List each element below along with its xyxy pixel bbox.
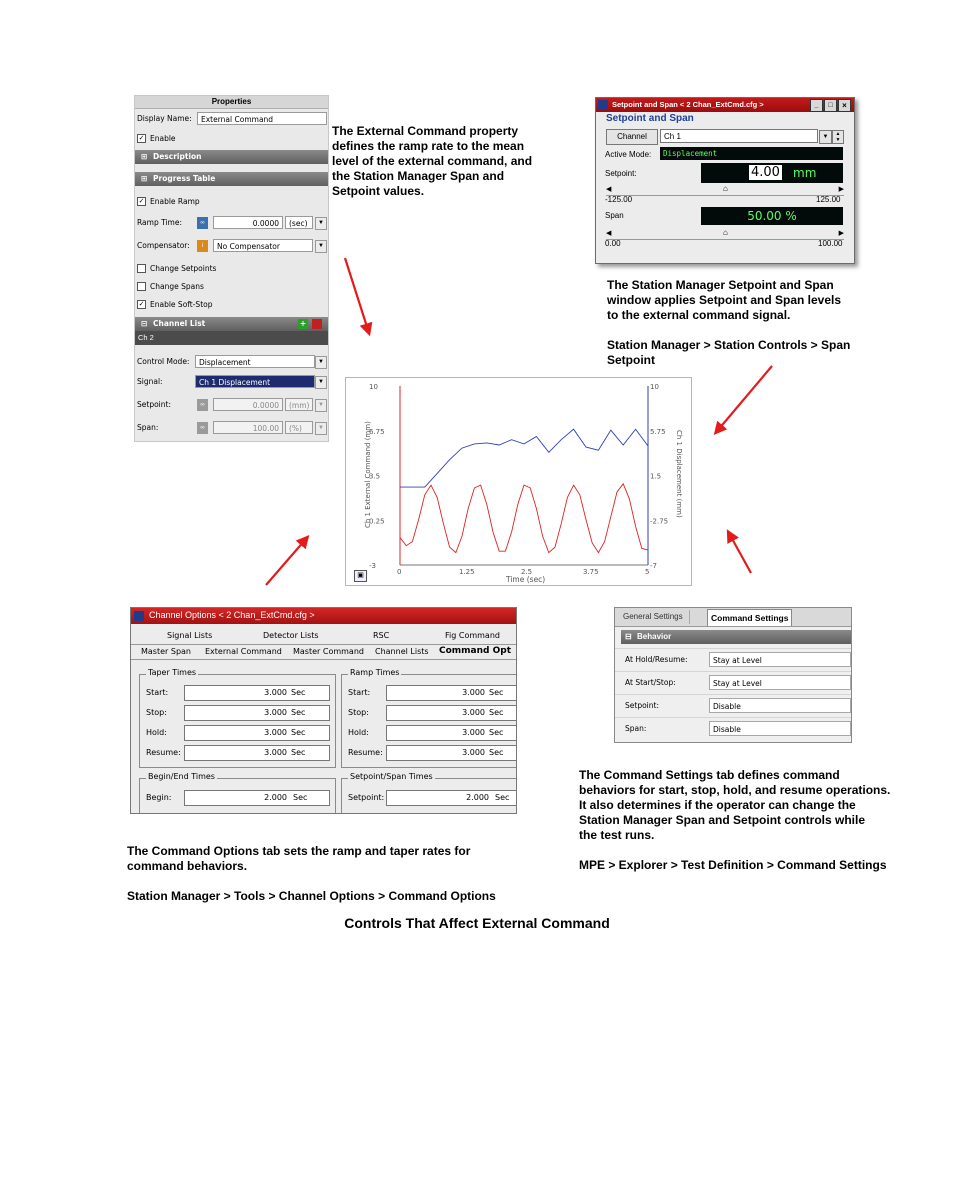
nav-path: Setpoint (607, 353, 655, 367)
change-setpoints-label: Change Setpoints (150, 264, 217, 273)
tab-general-settings[interactable]: General Settings (617, 610, 690, 624)
expand-icon: ⊞ (141, 174, 148, 183)
x-tick-label: 2.5 (521, 568, 533, 576)
setpoint-input: 0.0000 (213, 398, 283, 411)
caption-line: defines the ramp rate to the mean (332, 139, 525, 153)
link-icon: ∞ (197, 399, 208, 411)
expand-icon: ⊞ (141, 152, 148, 161)
display-name-label: Display Name: (137, 114, 192, 123)
active-mode-label: Active Mode: (605, 150, 652, 159)
nav-path: MPE > Explorer > Test Definition > Command Settings (579, 858, 887, 872)
channel-list-section-label: Channel List (153, 319, 206, 328)
time-input[interactable] (184, 685, 330, 701)
command-settings-panel (614, 607, 852, 743)
field-unit: Sec (489, 708, 504, 717)
chevron-down-icon[interactable]: ▼ (819, 130, 832, 144)
row-label: Resume: (146, 748, 181, 757)
left-tick-label: 0.25 (369, 517, 385, 526)
arrow-icon (345, 258, 368, 330)
field-unit: Sec (291, 708, 306, 717)
field-value: 3.000 (264, 688, 287, 697)
channel-options-caption (127, 844, 527, 904)
link-icon: ∞ (197, 422, 208, 434)
right-tick-label: 10 (650, 383, 659, 391)
left-axis-title: Ch 1 External Command (mm) (364, 421, 372, 528)
active-mode-display: Displacement (660, 147, 843, 160)
behavior-row (615, 717, 851, 740)
add-icon[interactable]: + (299, 319, 307, 328)
field-value: 3.000 (264, 748, 287, 757)
caption-line: the Station Manager Span and (332, 169, 505, 183)
setpoint-label: Setpoint: (137, 400, 171, 409)
right-axis-title: Ch 1 Displacement (mm) (675, 430, 683, 518)
field-value: 2.000 (466, 793, 489, 802)
ramp-times-group (341, 668, 517, 768)
chevron-down-icon[interactable]: ▼ (315, 217, 327, 230)
time-input[interactable] (386, 745, 517, 761)
chevron-down-icon[interactable]: ▼ (315, 356, 327, 369)
nav-path: Station Manager > Tools > Channel Options > Command Options (127, 889, 496, 903)
setpoint-span-times-group (341, 772, 517, 814)
tab-detector-lists[interactable]: Detector Lists (263, 631, 319, 640)
span-unit: (%) (285, 421, 313, 434)
right-tick-label: 5.75 (650, 427, 666, 436)
x-tick-label: 0 (397, 568, 402, 576)
row-label: Hold: (348, 728, 369, 737)
field-value: 2.000 (264, 793, 287, 802)
chevron-down-icon[interactable]: ▼ (315, 376, 327, 389)
caption-line: command behaviors. (127, 859, 248, 873)
figure-title: Controls That Affect External Command (344, 915, 610, 931)
setpoint-unit: (mm) (285, 398, 313, 411)
begin-end-label: Begin/End Times (148, 772, 215, 781)
x-tick-label: 3.75 (583, 568, 599, 576)
row-label: Start: (348, 688, 371, 697)
field-unit: Sec (293, 793, 308, 802)
field-value: 3.000 (462, 688, 485, 697)
enable-ramp-label: Enable Ramp (150, 197, 200, 206)
tab-signal-lists[interactable]: Signal Lists (167, 631, 213, 640)
span-max: 100.00 (818, 239, 843, 248)
ramp-times-label: Ramp Times (350, 668, 400, 677)
channel-list-item[interactable]: Ch 2 (135, 331, 328, 345)
row-label: Hold: (146, 728, 167, 737)
begin-input[interactable] (184, 790, 330, 806)
span-label: Span: (137, 423, 159, 432)
caption-line: It also determines if the operator can change the (579, 798, 856, 812)
field-value: 3.000 (462, 748, 485, 757)
row-label: Stop: (146, 708, 167, 717)
control-mode-select[interactable]: Displacement (195, 355, 315, 368)
behavior-row (615, 671, 851, 694)
window-titlebar (131, 608, 516, 624)
left-tick-label: 10 (369, 383, 378, 391)
close-icon[interactable]: × (838, 99, 851, 112)
enable-ramp-checkbox[interactable]: ✓ (138, 198, 145, 205)
behavior-row-value[interactable]: Disable (709, 698, 851, 713)
arrow-icon (730, 535, 751, 573)
signal-label: Signal: (137, 377, 163, 386)
behavior-section[interactable] (621, 630, 851, 644)
x-tick-label: 1.25 (459, 568, 475, 576)
channel-options-window (130, 607, 517, 814)
chevron-down-icon: ▼ (315, 422, 327, 435)
x-axis-title: Time (sec) (506, 575, 546, 584)
begin-label: Begin: (146, 793, 172, 802)
setpoint-time-input[interactable] (386, 790, 517, 806)
setpoint-label: Setpoint: (348, 793, 385, 802)
behavior-row (615, 648, 851, 671)
span-label: Span (605, 211, 624, 220)
signal-select[interactable]: Ch 1 Displacement (195, 375, 315, 388)
collapse-icon: ⊟ (141, 319, 148, 328)
progress-table-section-label: Progress Table (153, 174, 216, 183)
span-display: 50.00 % (701, 207, 843, 225)
setpoint-span-times-label: Setpoint/Span Times (350, 772, 433, 781)
info-icon: i (197, 240, 208, 252)
row-label: Start: (146, 688, 169, 697)
begin-end-group (139, 772, 336, 814)
compensator-label: Compensator: (137, 241, 190, 250)
enable-soft-stop-checkbox[interactable]: ✓ (138, 301, 145, 308)
app-icon (134, 611, 144, 621)
enable-soft-stop-label: Enable Soft-Stop (150, 300, 213, 309)
channel-button[interactable]: Channel (606, 129, 658, 145)
field-value: 3.000 (462, 728, 485, 737)
caption-line: The External Command property (332, 124, 519, 138)
caption-line: window applies Setpoint and Span levels (607, 293, 842, 307)
span-input: 100.00 (213, 421, 283, 434)
right-tick-label: 1.5 (650, 472, 662, 481)
collapse-icon: ⊟ (625, 632, 632, 641)
tab-master-span[interactable]: Master Span (141, 647, 191, 656)
tab-external-command[interactable]: External Command (205, 647, 282, 656)
field-unit: Sec (489, 728, 504, 737)
right-tick-label: -7 (650, 562, 657, 570)
link-icon[interactable]: ∞ (197, 217, 208, 229)
caption-line: to the external command signal. (607, 308, 791, 322)
setpoint-unit: mm (793, 166, 817, 180)
caption-line: level of the external command, and (332, 154, 533, 168)
channel-select[interactable]: Ch 1 (660, 129, 818, 143)
window-heading: Setpoint and Span (606, 113, 694, 124)
time-input[interactable] (184, 705, 330, 721)
tab-rsc[interactable]: RSC (373, 631, 390, 640)
caption-line: behaviors for start, stop, hold, and resume operations. (579, 783, 891, 797)
chevron-left-icon[interactable]: ◀ (606, 230, 612, 237)
time-input[interactable] (386, 705, 517, 721)
caption-line: Setpoint values. (332, 184, 425, 198)
setpoint-label: Setpoint: (605, 169, 637, 178)
tab-command-settings[interactable]: Command Settings (707, 609, 792, 626)
chart-toolbar-icon[interactable]: ▣ (354, 570, 367, 582)
caption-line: the test runs. (579, 828, 655, 842)
caption-line: Station Manager Span and Setpoint controls while (579, 813, 866, 827)
enable-label: Enable (150, 134, 176, 143)
field-unit: Sec (489, 748, 504, 757)
nav-path: Station Manager > Station Controls > Span (607, 338, 851, 352)
behavior-label: Behavior (637, 632, 672, 641)
row-label: Resume: (348, 748, 383, 757)
setpoint-min: -125.00 (605, 195, 633, 204)
minimize-icon[interactable]: _ (810, 99, 823, 112)
chevron-left-icon[interactable]: ◀ (606, 186, 612, 193)
field-unit: Sec (291, 748, 306, 757)
caption-line: The Command Settings tab defines command (579, 768, 840, 782)
behavior-row-value[interactable]: Disable (709, 721, 851, 736)
behavior-row-label: Span: (625, 724, 647, 733)
tab-fig-command[interactable]: Fig Command (445, 631, 500, 640)
field-value: 3.000 (264, 728, 287, 737)
left-tick-label: -3 (369, 562, 376, 570)
slider-thumb[interactable]: ⌂ (723, 184, 728, 193)
left-tick-label: 6.75 (369, 427, 385, 436)
behavior-row-label: Setpoint: (625, 701, 659, 710)
control-mode-label: Control Mode: (137, 357, 190, 366)
tab-command-options[interactable]: Command Opt (439, 646, 511, 656)
tab-channel-lists[interactable]: Channel Lists (375, 647, 429, 656)
row-label: Stop: (348, 708, 369, 717)
maximize-icon[interactable]: □ (824, 99, 837, 112)
enable-checkbox[interactable]: ✓ (138, 135, 145, 142)
field-unit: Sec (489, 688, 504, 697)
span-min: 0.00 (605, 239, 621, 248)
setpoint-max: 125.00 (816, 195, 841, 204)
setpoint-value[interactable]: 4.00 (751, 165, 780, 180)
chevron-down-icon: ▼ (315, 399, 327, 412)
slider-thumb[interactable]: ⌂ (723, 228, 728, 237)
window-title: Setpoint and Span < 2 Chan_ExtCmd.cfg > (612, 100, 764, 109)
taper-times-group (139, 668, 336, 768)
command-settings-caption (579, 768, 939, 873)
behavior-row-value[interactable]: Stay at Level (709, 652, 851, 667)
change-spans-label: Change Spans (150, 282, 204, 291)
arrow-icon (718, 366, 772, 430)
time-input[interactable] (386, 725, 517, 741)
spin-icon[interactable]: ▲ ▼ (832, 130, 844, 144)
behavior-row (615, 694, 851, 717)
field-unit: Sec (495, 793, 510, 802)
tab-master-command[interactable]: Master Command (293, 647, 364, 656)
field-value: 3.000 (264, 708, 287, 717)
time-input[interactable] (386, 685, 517, 701)
right-tick-label: -2.75 (650, 517, 669, 526)
description-section-label: Description (153, 152, 202, 161)
field-unit: Sec (291, 688, 306, 697)
chevron-down-icon[interactable]: ▼ (315, 240, 327, 253)
properties-header: Properties (135, 96, 328, 109)
behavior-row-value[interactable]: Stay at Level (709, 675, 851, 690)
ramp-time-input[interactable]: 0.0000 (213, 216, 283, 229)
arrow-icon (266, 540, 305, 585)
behavior-row-label: At Hold/Resume: (625, 655, 688, 664)
caption-line: The Command Options tab sets the ramp and taper rates for (127, 844, 471, 858)
display-name-input[interactable]: External Command (197, 112, 327, 125)
ramp-time-label: Ramp Time: (137, 218, 182, 227)
left-tick-label: 3.5 (369, 472, 381, 481)
window-title: Channel Options < 2 Chan_ExtCmd.cfg > (149, 610, 315, 620)
field-unit: Sec (291, 728, 306, 737)
time-input[interactable] (184, 725, 330, 741)
compensator-select[interactable]: No Compensator (213, 239, 313, 252)
chevron-right-icon[interactable]: ▶ (838, 230, 844, 237)
chevron-right-icon[interactable]: ▶ (838, 186, 844, 193)
x-tick-label: 5 (645, 568, 650, 576)
caption-line: The Station Manager Setpoint and Span (607, 278, 834, 292)
time-input[interactable] (184, 745, 330, 761)
behavior-row-label: At Start/Stop: (625, 678, 676, 687)
ramp-time-unit[interactable]: (sec) (285, 216, 313, 229)
field-value: 3.000 (462, 708, 485, 717)
taper-times-label: Taper Times (148, 668, 197, 677)
